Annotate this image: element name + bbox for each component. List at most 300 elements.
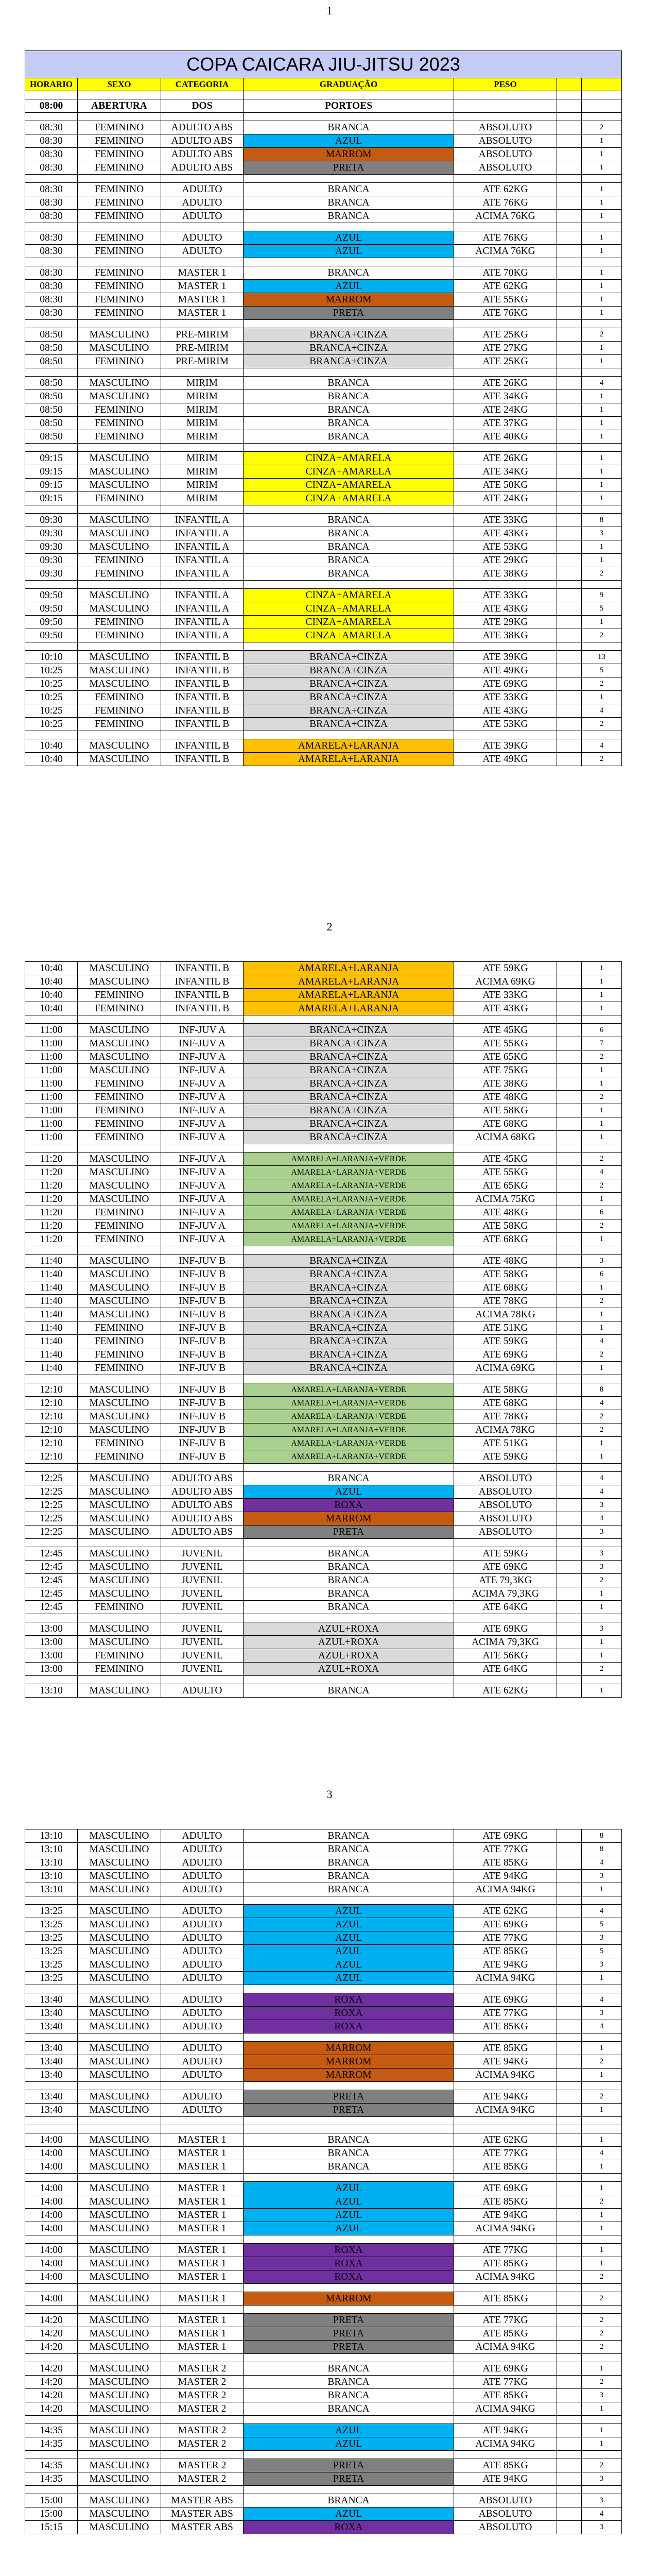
empty-cell [557,2033,582,2042]
table-row [25,1024,622,1037]
count-cell: 2 [582,121,622,134]
belt-cell: AMARELA+LARANJA+VERDE [244,1219,454,1233]
count-cell: 1 [582,1601,622,1614]
blank-cell [557,2182,582,2195]
gender-cell: MASCULINO [78,1843,161,1856]
blank-cell [557,307,582,320]
belt-cell: AMARELA+LARANJA+VERDE [244,1193,454,1206]
category-cell: JUVENIL [161,1636,244,1649]
blank-cell [557,1437,582,1450]
time-cell: 13:40 [25,2069,78,2082]
table-row [25,307,622,320]
gender-cell: FEMININO [78,161,161,175]
belt-cell: AZUL [244,2209,454,2222]
spacer-row [25,223,622,231]
blank-cell [557,1972,582,1985]
category-cell: JUVENIL [161,1663,244,1676]
blank-cell [557,196,582,210]
blank-cell [557,1601,582,1614]
empty-cell [161,1246,244,1255]
gender-cell: FEMININO [78,1117,161,1131]
table-row [25,2007,622,2020]
weight-cell: ATE 76KG [454,231,557,245]
category-cell: INF-JUV B [161,1437,244,1450]
weight-cell: ATE 77KG [454,1931,557,1945]
empty-cell [25,1015,78,1024]
time-cell: 12:10 [25,1397,78,1410]
gender-cell: MASCULINO [78,1512,161,1526]
empty-cell [582,2354,622,2362]
category-cell: INFANTIL B [161,739,244,753]
gender-cell: MASCULINO [78,1397,161,1410]
empty-cell [161,1144,244,1153]
time-cell: 09:50 [25,589,78,602]
category-cell: ADULTO [161,1870,244,1883]
empty-cell [557,2174,582,2182]
empty-cell [78,1896,161,1905]
table-row [25,2341,622,2354]
gender-cell: FEMININO [78,1450,161,1464]
spacer-row [25,1896,622,1905]
table-row [25,417,622,430]
empty-cell [161,1375,244,1383]
empty-cell [78,581,161,589]
belt-cell: AZUL [244,2437,454,2451]
blank-cell [557,2362,582,2376]
weight-cell: ATE 48KG [454,1091,557,1104]
weight-cell: ABSOLUTO [454,2521,557,2534]
empty-cell [78,1464,161,1472]
gender-cell: FEMININO [78,718,161,731]
count-cell: 1 [582,2437,622,2451]
weight-cell: ATE 39KG [454,739,557,753]
spacer-row [25,113,622,121]
blank-cell [557,1649,582,1663]
weight-cell: ACIMA 69KG [454,1362,557,1375]
count-cell: 1 [582,2069,622,2082]
blank-cell [557,2472,582,2486]
blank-cell [557,417,582,430]
time-cell: 09:15 [25,452,78,465]
count-cell: 3 [582,1622,622,1636]
gender-cell: FEMININO [78,280,161,293]
category-cell: MIRIM [161,403,244,417]
time-cell: 13:25 [25,1905,78,1918]
weight-cell: ATE 48KG [454,1206,557,1219]
belt-cell: AMARELA+LARANJA+VERDE [244,1410,454,1423]
table-row [25,1587,622,1601]
time-cell: 08:30 [25,280,78,293]
blank-cell [557,2292,582,2306]
table-row [25,430,622,444]
weight-cell: ACIMA 78KG [454,1308,557,1321]
empty-cell [161,642,244,651]
time-cell: 09:50 [25,629,78,642]
weight-cell: ACIMA 94KG [454,2402,557,2416]
empty-cell [582,2306,622,2314]
blank-cell [557,1104,582,1117]
spacer-row [25,175,622,183]
time-cell: 13:25 [25,1972,78,1985]
gender-cell: MASCULINO [78,2389,161,2402]
gender-cell: MASCULINO [78,1526,161,1539]
gender-cell: MASCULINO [78,2327,161,2341]
empty-cell [244,2284,454,2292]
blank-cell [557,2257,582,2270]
weight-cell: ATE 48KG [454,1255,557,1268]
empty-cell [557,1539,582,1547]
table-row [25,1972,622,1985]
blank-cell [557,2402,582,2416]
empty-cell [244,581,454,589]
empty-cell [454,2033,557,2042]
weight-cell: ATE 85KG [454,1856,557,1870]
count-cell: 1 [582,465,622,479]
count-cell: 1 [582,540,622,554]
table-row [25,1295,622,1308]
empty-cell [244,1896,454,1905]
category-cell: INFANTIL B [161,975,244,989]
weight-cell: ACIMA 76KG [454,245,557,258]
count-cell: 4 [582,1335,622,1348]
blank-cell [557,1117,582,1131]
spacer-row [25,368,622,377]
time-cell: 08:50 [25,417,78,430]
table-row [25,2133,622,2147]
count-cell: 1 [582,1972,622,1985]
weight-cell: ATE 85KG [454,2327,557,2341]
gender-cell: MASCULINO [78,1064,161,1077]
gender-cell: MASCULINO [78,1281,161,1295]
blank-cell [557,1870,582,1883]
gender-cell: MASCULINO [78,2042,161,2055]
table-row [25,2270,622,2284]
empty-cell [161,223,244,231]
column-header: SEXO [78,78,161,91]
table-row [25,589,622,602]
time-cell: 11:20 [25,1166,78,1179]
belt-cell: AZUL [244,2424,454,2437]
time-cell: 11:00 [25,1024,78,1037]
gender-cell: MASCULINO [78,2195,161,2209]
empty-cell [582,258,622,266]
empty-cell [78,2174,161,2182]
empty-cell [454,2306,557,2314]
belt-cell: BRANCA+CINZA [244,1308,454,1321]
gender-cell: FEMININO [78,183,161,196]
count-cell: 4 [582,1512,622,1526]
table-row [25,1945,622,1958]
count-cell: 1 [582,1002,622,1015]
weight-cell: ABSOLUTO [454,134,557,148]
empty-cell [161,444,244,452]
belt-cell: AZUL [244,280,454,293]
empty-cell [25,1985,78,1993]
time-cell: 11:00 [25,1064,78,1077]
table-row [25,465,622,479]
gender-cell: MASCULINO [78,2521,161,2534]
empty-cell [454,444,557,452]
empty-cell [454,731,557,739]
gender-cell: MASCULINO [78,1547,161,1561]
empty-cell [244,642,454,651]
count-cell: 5 [582,602,622,616]
blank-cell [557,2270,582,2284]
weight-cell: ATE 33KG [454,589,557,602]
blank-cell [557,2090,582,2104]
empty-cell [454,91,557,99]
blank-cell [557,1883,582,1896]
belt-cell: AMARELA+LARANJA+VERDE [244,1437,454,1450]
table-row [25,1931,622,1945]
time-cell: 14:35 [25,2437,78,2451]
empty-cell [25,113,78,121]
weight-cell: ACIMA 94KG [454,1972,557,1985]
time-cell: 10:25 [25,664,78,677]
count-cell: 6 [582,1268,622,1281]
gender-cell: FEMININO [78,417,161,430]
table-row [25,2376,622,2389]
count-cell: 1 [582,148,622,161]
count-cell: 4 [582,1993,622,2007]
category-cell: ADULTO [161,2069,244,2082]
weight-cell: ATE 69KG [454,2182,557,2195]
category-cell: INF-JUV A [161,1050,244,1064]
time-cell: 08:30 [25,266,78,280]
count-cell: 1 [582,293,622,307]
weight-cell: ATE 69KG [454,1829,557,1843]
time-cell: 14:20 [25,2314,78,2327]
blank-cell [557,2069,582,2082]
empty-cell [454,581,557,589]
belt-cell: CINZA+AMARELA [244,629,454,642]
gender-cell: MASCULINO [78,342,161,355]
gender-cell: FEMININO [78,293,161,307]
weight-cell: ATE 59KG [454,962,557,975]
table-row [25,280,622,293]
table-row [25,962,622,975]
time-cell: 13:40 [25,2007,78,2020]
category-cell: ADULTO ABS [161,121,244,134]
count-cell: 2 [582,2314,622,2327]
time-cell: 13:25 [25,1931,78,1945]
count-cell: 1 [582,1131,622,1144]
blank-cell [557,2222,582,2235]
time-cell: 08:30 [25,134,78,148]
belt-cell: AMARELA+LARANJA+VERDE [244,1423,454,1437]
empty-cell [557,320,582,328]
weight-cell: ATE 68KG [454,1281,557,1295]
time-cell: 11:00 [25,1077,78,1091]
empty-cell [557,258,582,266]
category-cell: INF-JUV B [161,1450,244,1464]
category-cell: MASTER 1 [161,307,244,320]
gender-cell: FEMININO [78,403,161,417]
table-row [25,1153,622,1166]
weight-cell: ATE 49KG [454,664,557,677]
weight-cell: ABSOLUTO [454,1485,557,1499]
blank-cell [557,2327,582,2341]
table-row [25,1601,622,1614]
weight-cell: ATE 77KG [454,1843,557,1856]
time-cell: 14:00 [25,2209,78,2222]
time-cell: 13:40 [25,2104,78,2117]
table-row [25,975,622,989]
category-cell: MASTER 1 [161,266,244,280]
empty-cell [454,258,557,266]
time-cell: 12:10 [25,1437,78,1450]
belt-cell: BRANCA [244,1843,454,1856]
count-cell: 1 [582,231,622,245]
empty-cell [244,2235,454,2244]
table-row [25,342,622,355]
empty-cell [161,1464,244,1472]
gender-cell: MASCULINO [78,1972,161,1985]
table-row [25,1883,622,1896]
gender-cell: FEMININO [78,704,161,718]
gender-cell: FEMININO [78,1104,161,1117]
belt-cell: AZUL+ROXA [244,1663,454,1676]
blank-cell [557,1450,582,1464]
empty-cell [25,1246,78,1255]
category-cell: INF-JUV A [161,1037,244,1050]
empty-cell [244,91,454,99]
empty-cell [582,223,622,231]
category-cell: INFANTIL B [161,753,244,766]
empty-cell [25,2354,78,2362]
weight-cell: ATE 75KG [454,1064,557,1077]
gender-cell: MASCULINO [78,1308,161,1321]
count-cell: 1 [582,2104,622,2117]
count-cell: 3 [582,1958,622,1972]
count-cell: 2 [582,1574,622,1587]
time-cell: 14:00 [25,2270,78,2284]
table-row [25,1091,622,1104]
table-row [25,718,622,731]
category-cell: MASTER 1 [161,280,244,293]
empty-cell [582,113,622,121]
weight-cell: ATE 51KG [454,1437,557,1450]
blank-cell [557,1485,582,1499]
table-row [25,1308,622,1321]
blank-cell [557,377,582,390]
table-row [25,1193,622,1206]
time-cell: 12:45 [25,1574,78,1587]
gender-cell: MASCULINO [78,1905,161,1918]
empty-cell [25,175,78,183]
blank-cell [557,2341,582,2354]
empty-cell [78,505,161,514]
blank-cell [557,651,582,664]
time-cell: 09:15 [25,492,78,505]
weight-cell: ACIMA 79,3KG [454,1636,557,1649]
table-row [25,355,622,368]
empty-cell [25,1144,78,1153]
table-row [25,1870,622,1883]
weight-cell: ATE 25KG [454,355,557,368]
blank-cell [557,1281,582,1295]
blank-cell [557,2007,582,2020]
count-cell: 2 [582,1348,622,1362]
time-cell: 09:50 [25,616,78,629]
count-cell: 5 [582,664,622,677]
count-cell: 2 [582,1153,622,1166]
category-cell: MASTER 1 [161,2209,244,2222]
weight-cell: ATE 69KG [454,1622,557,1636]
weight-cell: ACIMA 69KG [454,975,557,989]
category-cell: ADULTO ABS [161,1485,244,1499]
gender-cell: MASCULINO [78,2090,161,2104]
belt-cell: BRANCA [244,1829,454,1843]
event-row [25,99,622,113]
time-cell: 12:10 [25,1410,78,1423]
category-cell: ADULTO [161,183,244,196]
blank-cell [557,479,582,492]
gender-cell: FEMININO [78,1335,161,1348]
gender-cell: MASCULINO [78,1050,161,1064]
weight-cell: ABSOLUTO [454,121,557,134]
belt-cell: ROXA [244,2257,454,2270]
belt-cell: BRANCA+CINZA [244,1268,454,1281]
empty-cell [244,2451,454,2459]
gender-cell: MASCULINO [78,479,161,492]
weight-cell: ATE 38KG [454,629,557,642]
belt-cell: BRANCA+CINZA [244,677,454,691]
empty-cell [454,1375,557,1383]
blank-cell [557,1547,582,1561]
blank-cell [557,739,582,753]
table-row [25,148,622,161]
blank-cell [557,718,582,731]
blank-cell [557,1024,582,1037]
weight-cell: ATE 55KG [454,293,557,307]
empty-cell [244,1985,454,1993]
belt-cell: AZUL [244,2507,454,2521]
time-cell: 11:40 [25,1281,78,1295]
spacer-row [25,2174,622,2182]
time-cell: 08:50 [25,403,78,417]
count-cell: 2 [582,753,622,766]
empty-cell [454,1896,557,1905]
category-cell: INFANTIL A [161,616,244,629]
blank-cell [557,2437,582,2451]
empty-cell [161,2117,244,2125]
empty-cell [582,1985,622,1993]
weight-cell: ATE 79,3KG [454,1574,557,1587]
belt-cell: BRANCA [244,2147,454,2160]
weight-cell: ACIMA 94KG [454,2341,557,2354]
gender-cell: MASCULINO [78,1684,161,1698]
time-cell: 13:40 [25,1993,78,2007]
empty-cell [78,320,161,328]
gender-cell: FEMININO [78,1321,161,1335]
empty-cell [78,2082,161,2090]
spacer-row [25,91,622,99]
empty-cell [557,1614,582,1622]
empty-cell [25,258,78,266]
weight-cell: ACIMA 94KG [454,2104,557,2117]
belt-cell: BRANCA [244,196,454,210]
category-cell: INFANTIL B [161,1002,244,1015]
empty-cell [582,320,622,328]
spacer-row [25,1676,622,1684]
category-cell: MASTER 1 [161,2327,244,2341]
table-row [25,266,622,280]
blank-cell [557,1918,582,1931]
count-cell: 4 [582,1485,622,1499]
category-cell: ADULTO [161,1829,244,1843]
blank-cell [557,2104,582,2117]
